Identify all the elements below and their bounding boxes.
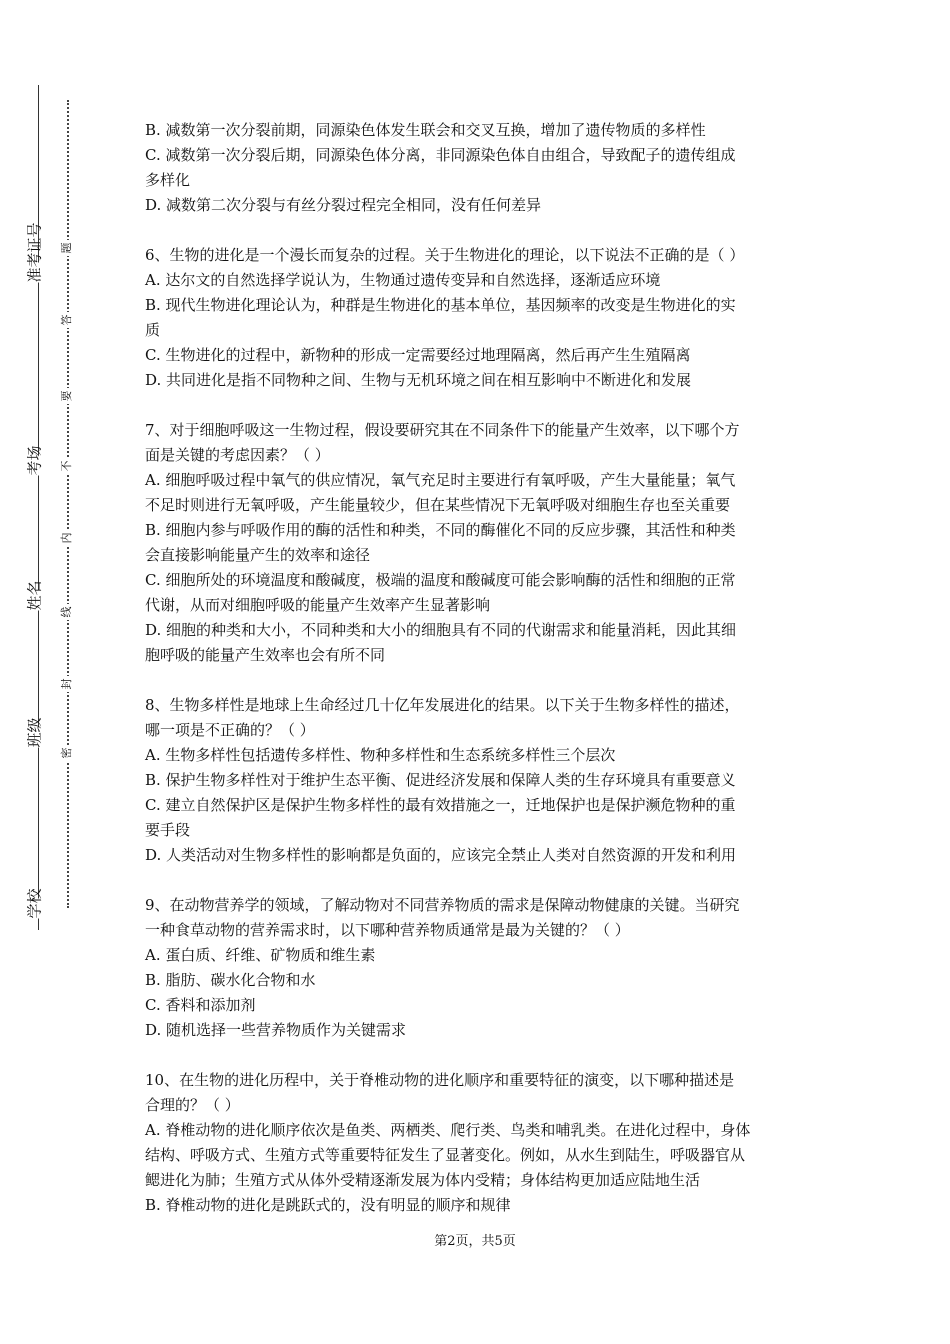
label-school: 学校 [25,888,44,919]
text-line: 质 [145,321,161,339]
text-line: A. 达尔文的自然选择学说认为，生物通过遗传变异和自然选择，逐渐适应环境 [145,271,661,289]
seal-char: 答 [59,312,75,328]
text-line: 鳃进化为肺；生殖方式从体外受精逐渐发展为体内受精；身体结构更加适应陆地生活 [145,1171,701,1189]
text-line: A. 细胞呼吸过程中氧气的供应情况，氧气充足时主要进行有氧呼吸，产生大量能量；氧气 [145,471,736,489]
text-line: 9、在动物营养学的领域，了解动物对不同营养物质的需求是保障动物健康的关键。当研究 [145,896,740,914]
text-line: 胞呼吸的能量产生效率也会有所不同 [145,646,386,664]
text-line: D. 减数第二次分裂与有丝分裂过程完全相同，没有任何差异 [145,196,542,214]
text-line: D. 细胞的种类和大小，不同种类和大小的细胞具有不同的代谢需求和能量消耗，因此其细 [145,621,737,639]
label-exam-number: 准考证号 [25,222,44,283]
text-line: 8、生物多样性是地球上生命经过几十亿年发展进化的结果。以下关于生物多样性的描述， [145,696,740,714]
text-line: 会直接影响能量产生的效率和途径 [145,546,371,564]
text-line: B. 脊椎动物的进化是跳跃式的，没有明显的顺序和规律 [145,1196,511,1214]
seal-char: 内 [59,530,75,546]
seal-char: 线 [59,604,75,620]
seal-char: 不 [59,458,75,474]
binding-solid-line [38,85,39,930]
text-line: C. 细胞所处的环境温度和酸碱度，极端的温度和酸碱度可能会影响酶的活性和细胞的正常 [145,571,736,589]
text-line: 6、生物的进化是一个漫长而复杂的过程。关于生物进化的理论，以下说法不正确的是（ ） [145,246,745,264]
text-line: 哪一项是不正确的？（ ） [145,721,315,739]
seal-char: 密 [59,745,75,761]
label-class: 班级 [25,717,44,748]
text-line: C. 生物进化的过程中，新物种的形成一定需要经过地理隔离，然后再产生生殖隔离 [145,346,691,364]
text-line: C. 香料和添加剂 [145,996,256,1014]
label-exam-room: 考场 [25,445,44,476]
seal-char: 要 [59,388,75,404]
text-line: A. 蛋白质、纤维、矿物质和维生素 [145,946,376,964]
text-line: B. 细胞内参与呼吸作用的酶的活性和种类，不同的酶催化不同的反应步骤，其活性和种类 [145,521,736,539]
binding-dotted-line [67,100,69,908]
blank-line [145,1043,810,1068]
text-line: A. 生物多样性包括遗传多样性、物种多样性和生态系统多样性三个层次 [145,746,616,764]
text-line: D. 共同进化是指不同物种之间、生物与无机环境之间在相互影响中不断进化和发展 [145,371,692,389]
text-line: A. 脊椎动物的进化顺序依次是鱼类、两栖类、爬行类、鸟类和哺乳类。在进化过程中，身体 [145,1121,751,1139]
text-line: 7、对于细胞呼吸这一生物过程，假设要研究其在不同条件下的能量产生效率，以下哪个方 [145,421,740,439]
exam-content [145,118,810,1218]
text-line: 面是关键的考虑因素？（ ） [145,446,330,464]
text-line: D. 随机选择一些营养物质作为关键需求 [145,1021,407,1039]
text-line: 多样化 [145,171,191,189]
text-line: 不足时则进行无氧呼吸，产生能量较少，但在某些情况下无氧呼吸对细胞生存也至关重要 [145,496,731,514]
text-line: B. 减数第一次分裂前期，同源染色体发生联会和交叉互换，增加了遗传物质的多样性 [145,121,706,139]
text-line: B. 现代生物进化理论认为，种群是生物进化的基本单位，基因频率的改变是生物进化的实 [145,296,736,314]
text-line: 结构、呼吸方式、生殖方式等重要特征发生了显著变化。例如，从水生到陆生，呼吸器官从 [145,1146,746,1164]
label-name: 姓名 [25,580,44,611]
seal-char: 题 [59,240,75,256]
text-line: 合理的？（ ） [145,1096,240,1114]
page-footer: 第2页，共5页 [434,1234,516,1249]
seal-char: 封 [59,676,75,692]
text-line: 要手段 [145,821,191,839]
text-line: 代谢，从而对细胞呼吸的能量产生效率产生显著影响 [145,596,491,614]
blank-line [145,393,810,418]
text-line: C. 减数第一次分裂后期，同源染色体分离，非同源染色体自由组合，导致配子的遗传组成 [145,146,736,164]
text-line: D. 人类活动对生物多样性的影响都是负面的，应该完全禁止人类对自然资源的开发和利用 [145,846,737,864]
blank-line [145,668,810,693]
blank-line [145,218,810,243]
text-line: B. 保护生物多样性对于维护生态平衡、促进经济发展和保障人类的生存环境具有重要意义 [145,771,736,789]
text-line: 一种食草动物的营养需求时，以下哪种营养物质通常是最为关键的？（ ） [145,921,630,939]
blank-line [145,868,810,893]
text-line: C. 建立自然保护区是保护生物多样性的最有效措施之一，迁地保护也是保护濒危物种的重 [145,796,736,814]
text-line: B. 脂肪、碳水化合物和水 [145,971,316,989]
text-line: 10、在生物的进化历程中，关于脊椎动物的进化顺序和重要特征的演变，以下哪种描述是 [145,1071,735,1089]
